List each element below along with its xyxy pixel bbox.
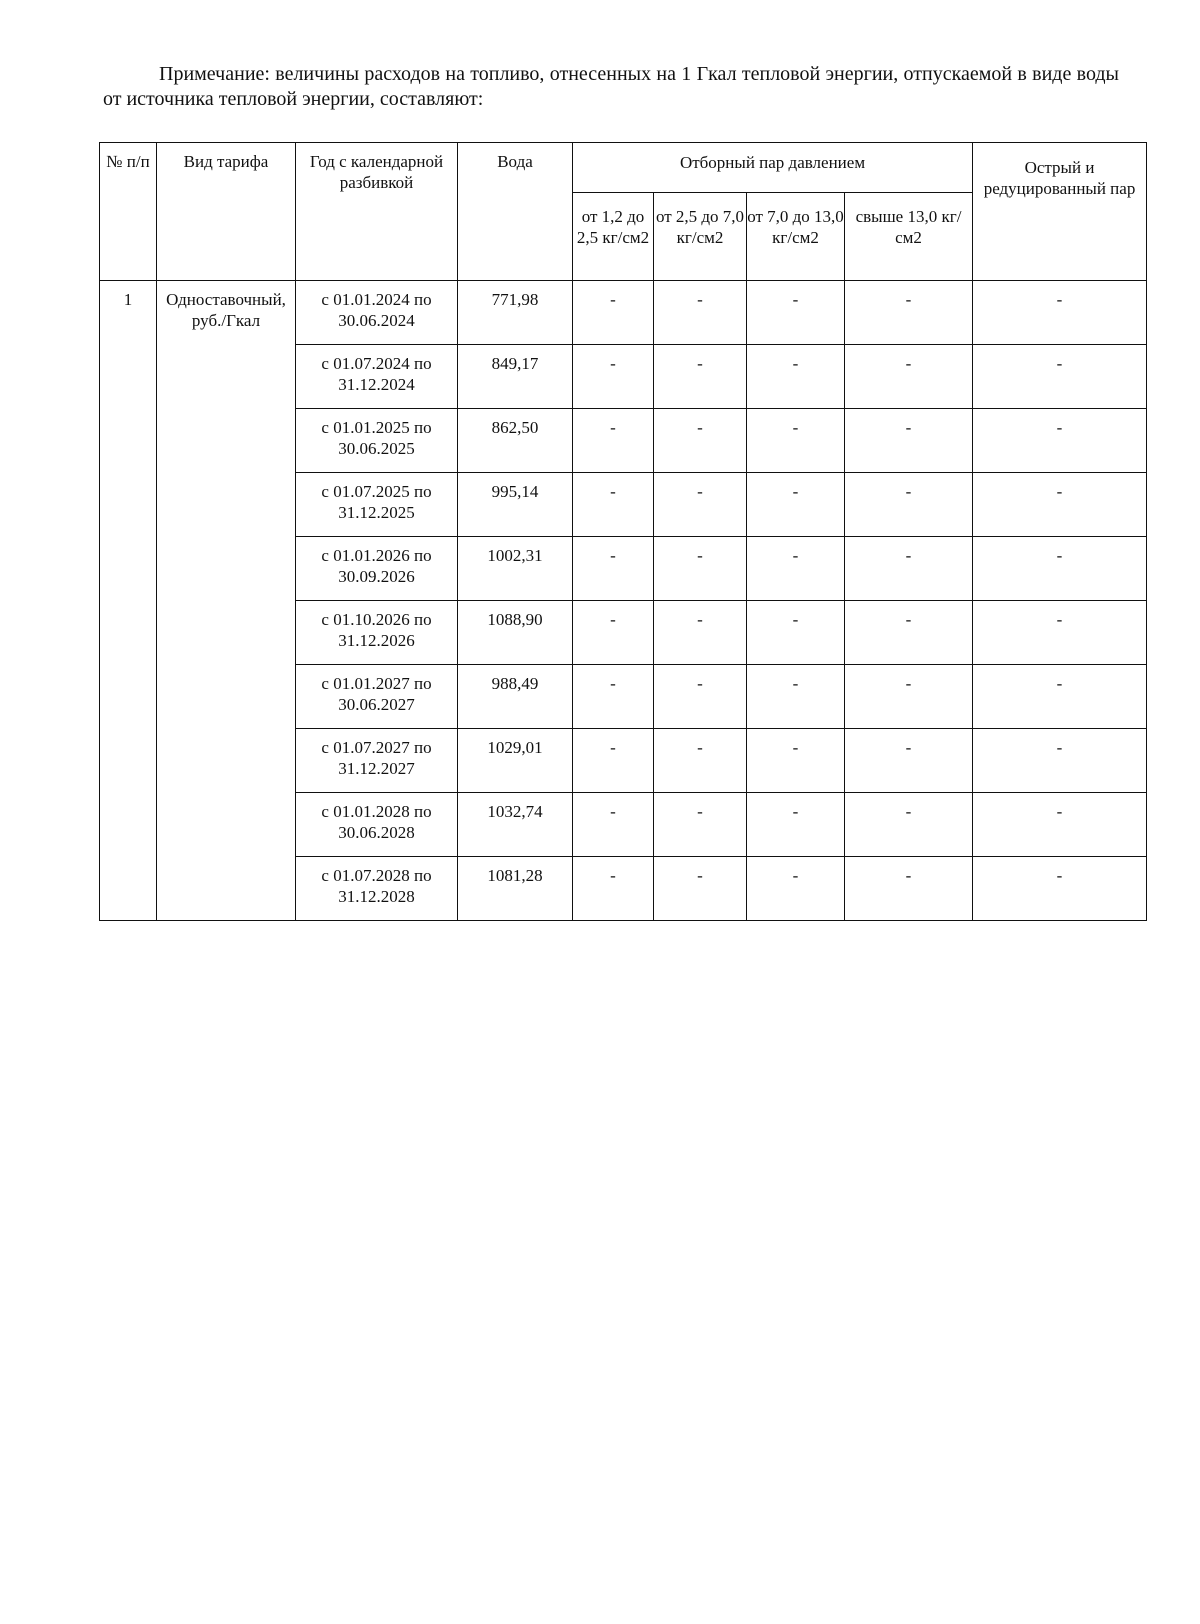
cell-live-steam: - — [973, 857, 1147, 921]
cell-steam-2: - — [654, 665, 747, 729]
cell-live-steam: - — [973, 345, 1147, 409]
cell-steam-1: - — [573, 345, 654, 409]
cell-steam-3: - — [747, 729, 845, 793]
cell-steam-3: - — [747, 473, 845, 537]
cell-steam-3: - — [747, 665, 845, 729]
cell-steam-4: - — [845, 345, 973, 409]
header-extraction-steam: Отборный пар давлением — [573, 143, 973, 193]
cell-steam-2: - — [654, 409, 747, 473]
cell-water: 849,17 — [458, 345, 573, 409]
header-water: Вода — [458, 143, 573, 281]
cell-steam-4: - — [845, 537, 973, 601]
note-paragraph: Примечание: величины расходов на топливо, отнесенных на 1 Гкал тепловой энергии, отпускаемой в виде воды от источника тепловой энергии, составляют: — [103, 63, 1119, 110]
cell-live-steam: - — [973, 601, 1147, 665]
cell-period: с 01.10.2026 по 31.12.2026 — [296, 601, 458, 665]
cell-steam-1: - — [573, 601, 654, 665]
cell-steam-1: - — [573, 473, 654, 537]
cell-steam-2: - — [654, 537, 747, 601]
cell-steam-1: - — [573, 665, 654, 729]
cell-steam-1: - — [573, 857, 654, 921]
header-steam-1: от 1,2 до 2,5 кг/см2 — [573, 193, 654, 281]
cell-steam-1: - — [573, 537, 654, 601]
cell-steam-4: - — [845, 793, 973, 857]
header-num: № п/п — [100, 143, 157, 281]
cell-live-steam: - — [973, 281, 1147, 345]
cell-period: с 01.07.2025 по 31.12.2025 — [296, 473, 458, 537]
cell-steam-2: - — [654, 857, 747, 921]
header-steam-4: свыше 13,0 кг/см2 — [845, 193, 973, 281]
cell-steam-1: - — [573, 729, 654, 793]
cell-period: с 01.01.2024 по 30.06.2024 — [296, 281, 458, 345]
cell-water: 988,49 — [458, 665, 573, 729]
cell-steam-4: - — [845, 665, 973, 729]
cell-water: 1029,01 — [458, 729, 573, 793]
cell-steam-4: - — [845, 729, 973, 793]
cell-live-steam: - — [973, 473, 1147, 537]
fuel-cost-table — [99, 142, 1147, 921]
cell-period: с 01.01.2027 по 30.06.2027 — [296, 665, 458, 729]
header-tariff-type: Вид тарифа — [157, 143, 296, 281]
table-row — [100, 281, 1147, 345]
header-steam-2: от 2,5 до 7,0 кг/см2 — [654, 193, 747, 281]
row-group-tariff-type: Одноставочный, руб./Гкал — [157, 281, 296, 921]
cell-steam-2: - — [654, 601, 747, 665]
cell-steam-3: - — [747, 857, 845, 921]
cell-steam-4: - — [845, 281, 973, 345]
cell-steam-4: - — [845, 601, 973, 665]
cell-steam-2: - — [654, 793, 747, 857]
cell-live-steam: - — [973, 793, 1147, 857]
cell-water: 1002,31 — [458, 537, 573, 601]
cell-period: с 01.07.2028 по 31.12.2028 — [296, 857, 458, 921]
cell-steam-3: - — [747, 601, 845, 665]
cell-water: 1088,90 — [458, 601, 573, 665]
cell-water: 1032,74 — [458, 793, 573, 857]
cell-steam-1: - — [573, 409, 654, 473]
cell-period: с 01.01.2028 по 30.06.2028 — [296, 793, 458, 857]
cell-period: с 01.07.2024 по 31.12.2024 — [296, 345, 458, 409]
cell-steam-2: - — [654, 729, 747, 793]
header-steam-3: от 7,0 до 13,0 кг/см2 — [747, 193, 845, 281]
header-period: Год с календарной разбивкой — [296, 143, 458, 281]
cell-steam-2: - — [654, 281, 747, 345]
cell-steam-4: - — [845, 473, 973, 537]
cell-water: 995,14 — [458, 473, 573, 537]
cell-water: 771,98 — [458, 281, 573, 345]
cell-steam-2: - — [654, 473, 747, 537]
cell-steam-4: - — [845, 857, 973, 921]
cell-live-steam: - — [973, 537, 1147, 601]
cell-steam-1: - — [573, 793, 654, 857]
cell-period: с 01.01.2025 по 30.06.2025 — [296, 409, 458, 473]
cell-live-steam: - — [973, 409, 1147, 473]
cell-steam-4: - — [845, 409, 973, 473]
cell-steam-3: - — [747, 793, 845, 857]
cell-period: с 01.07.2027 по 31.12.2027 — [296, 729, 458, 793]
cell-water: 862,50 — [458, 409, 573, 473]
cell-steam-3: - — [747, 409, 845, 473]
cell-period: с 01.01.2026 по 30.09.2026 — [296, 537, 458, 601]
cell-live-steam: - — [973, 729, 1147, 793]
header-live-steam: Острый и редуцированный пар — [973, 143, 1147, 281]
cell-steam-2: - — [654, 345, 747, 409]
cell-water: 1081,28 — [458, 857, 573, 921]
row-group-num: 1 — [100, 281, 157, 921]
cell-steam-1: - — [573, 281, 654, 345]
cell-steam-3: - — [747, 537, 845, 601]
cell-live-steam: - — [973, 665, 1147, 729]
cell-steam-3: - — [747, 281, 845, 345]
cell-steam-3: - — [747, 345, 845, 409]
